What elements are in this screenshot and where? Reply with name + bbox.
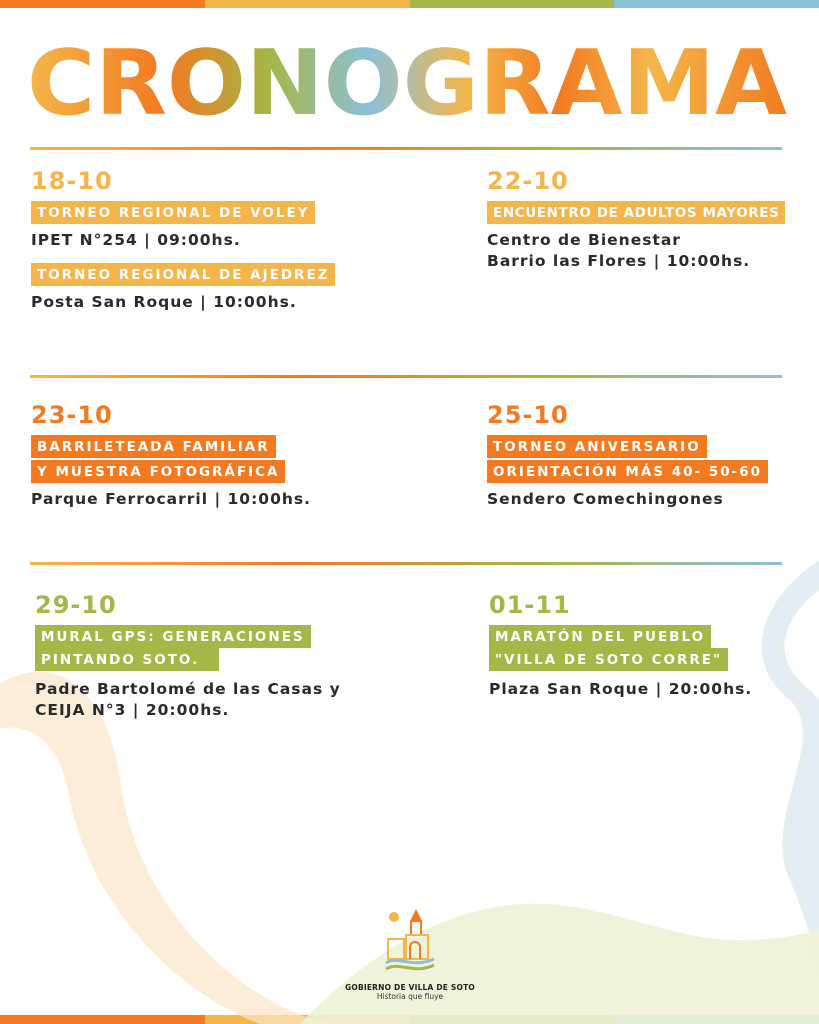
event-block: [487, 401, 768, 510]
event-place: IPET N°254 | 09:00hs.: [31, 231, 241, 249]
event-block: [487, 167, 785, 272]
page-title: [22, 36, 792, 126]
event-date: 29-10: [35, 591, 117, 619]
event-label: BARRILETEADA FAMILIAR: [31, 435, 276, 458]
event-block: [31, 167, 335, 313]
event-label: MURAL GPS: GENERACIONES: [35, 625, 311, 648]
event-label: MARATÓN DEL PUEBLO: [489, 625, 711, 648]
event-date: 22-10: [487, 167, 569, 195]
event-label: TORNEO ANIVERSARIO: [487, 435, 707, 458]
logo-name: GOBIERNO DE VILLA DE SOTO: [345, 983, 475, 992]
event-label: PINTANDO SOTO.: [35, 648, 219, 671]
event-place: Padre Bartolomé de las Casas y: [35, 680, 341, 698]
event-place: Parque Ferrocarril | 10:00hs.: [31, 490, 311, 508]
event-place: Sendero Comechingones: [487, 490, 724, 508]
event-label: ENCUENTRO DE ADULTOS MAYORES: [487, 201, 785, 224]
event-date: 23-10: [31, 401, 113, 429]
event-place: Barrio las Flores | 10:00hs.: [487, 252, 751, 270]
logo-slogan: Historia que fluye: [376, 992, 444, 1001]
government-logo: [345, 903, 475, 1001]
event-block: [489, 591, 752, 700]
divider-line: [30, 147, 782, 150]
event-label: ORIENTACIÓN MÁS 40- 50-60: [487, 460, 768, 483]
event-label: Y MUESTRA FOTOGRÁFICA: [31, 460, 285, 483]
event-date: 18-10: [31, 167, 113, 195]
event-place: Posta San Roque | 10:00hs.: [31, 293, 297, 311]
svg-text:CRONOGRAMA: CRONOGRAMA: [27, 36, 788, 126]
divider-line: [30, 562, 782, 565]
event-label: TORNEO REGIONAL DE VOLEY: [31, 201, 315, 224]
divider-line: [30, 375, 782, 378]
event-place: CEIJA N°3 | 20:00hs.: [35, 701, 230, 719]
event-label: TORNEO REGIONAL DE AJEDREZ: [31, 263, 335, 286]
event-date: 25-10: [487, 401, 569, 429]
event-place: Centro de Bienestar: [487, 231, 681, 249]
church-logo-icon: [382, 903, 438, 977]
event-date: 01-11: [489, 591, 571, 619]
event-label: "VILLA DE SOTO CORRE": [489, 648, 728, 671]
event-place: Plaza San Roque | 20:00hs.: [489, 680, 753, 698]
event-block: [35, 591, 341, 721]
event-block: [31, 401, 311, 510]
